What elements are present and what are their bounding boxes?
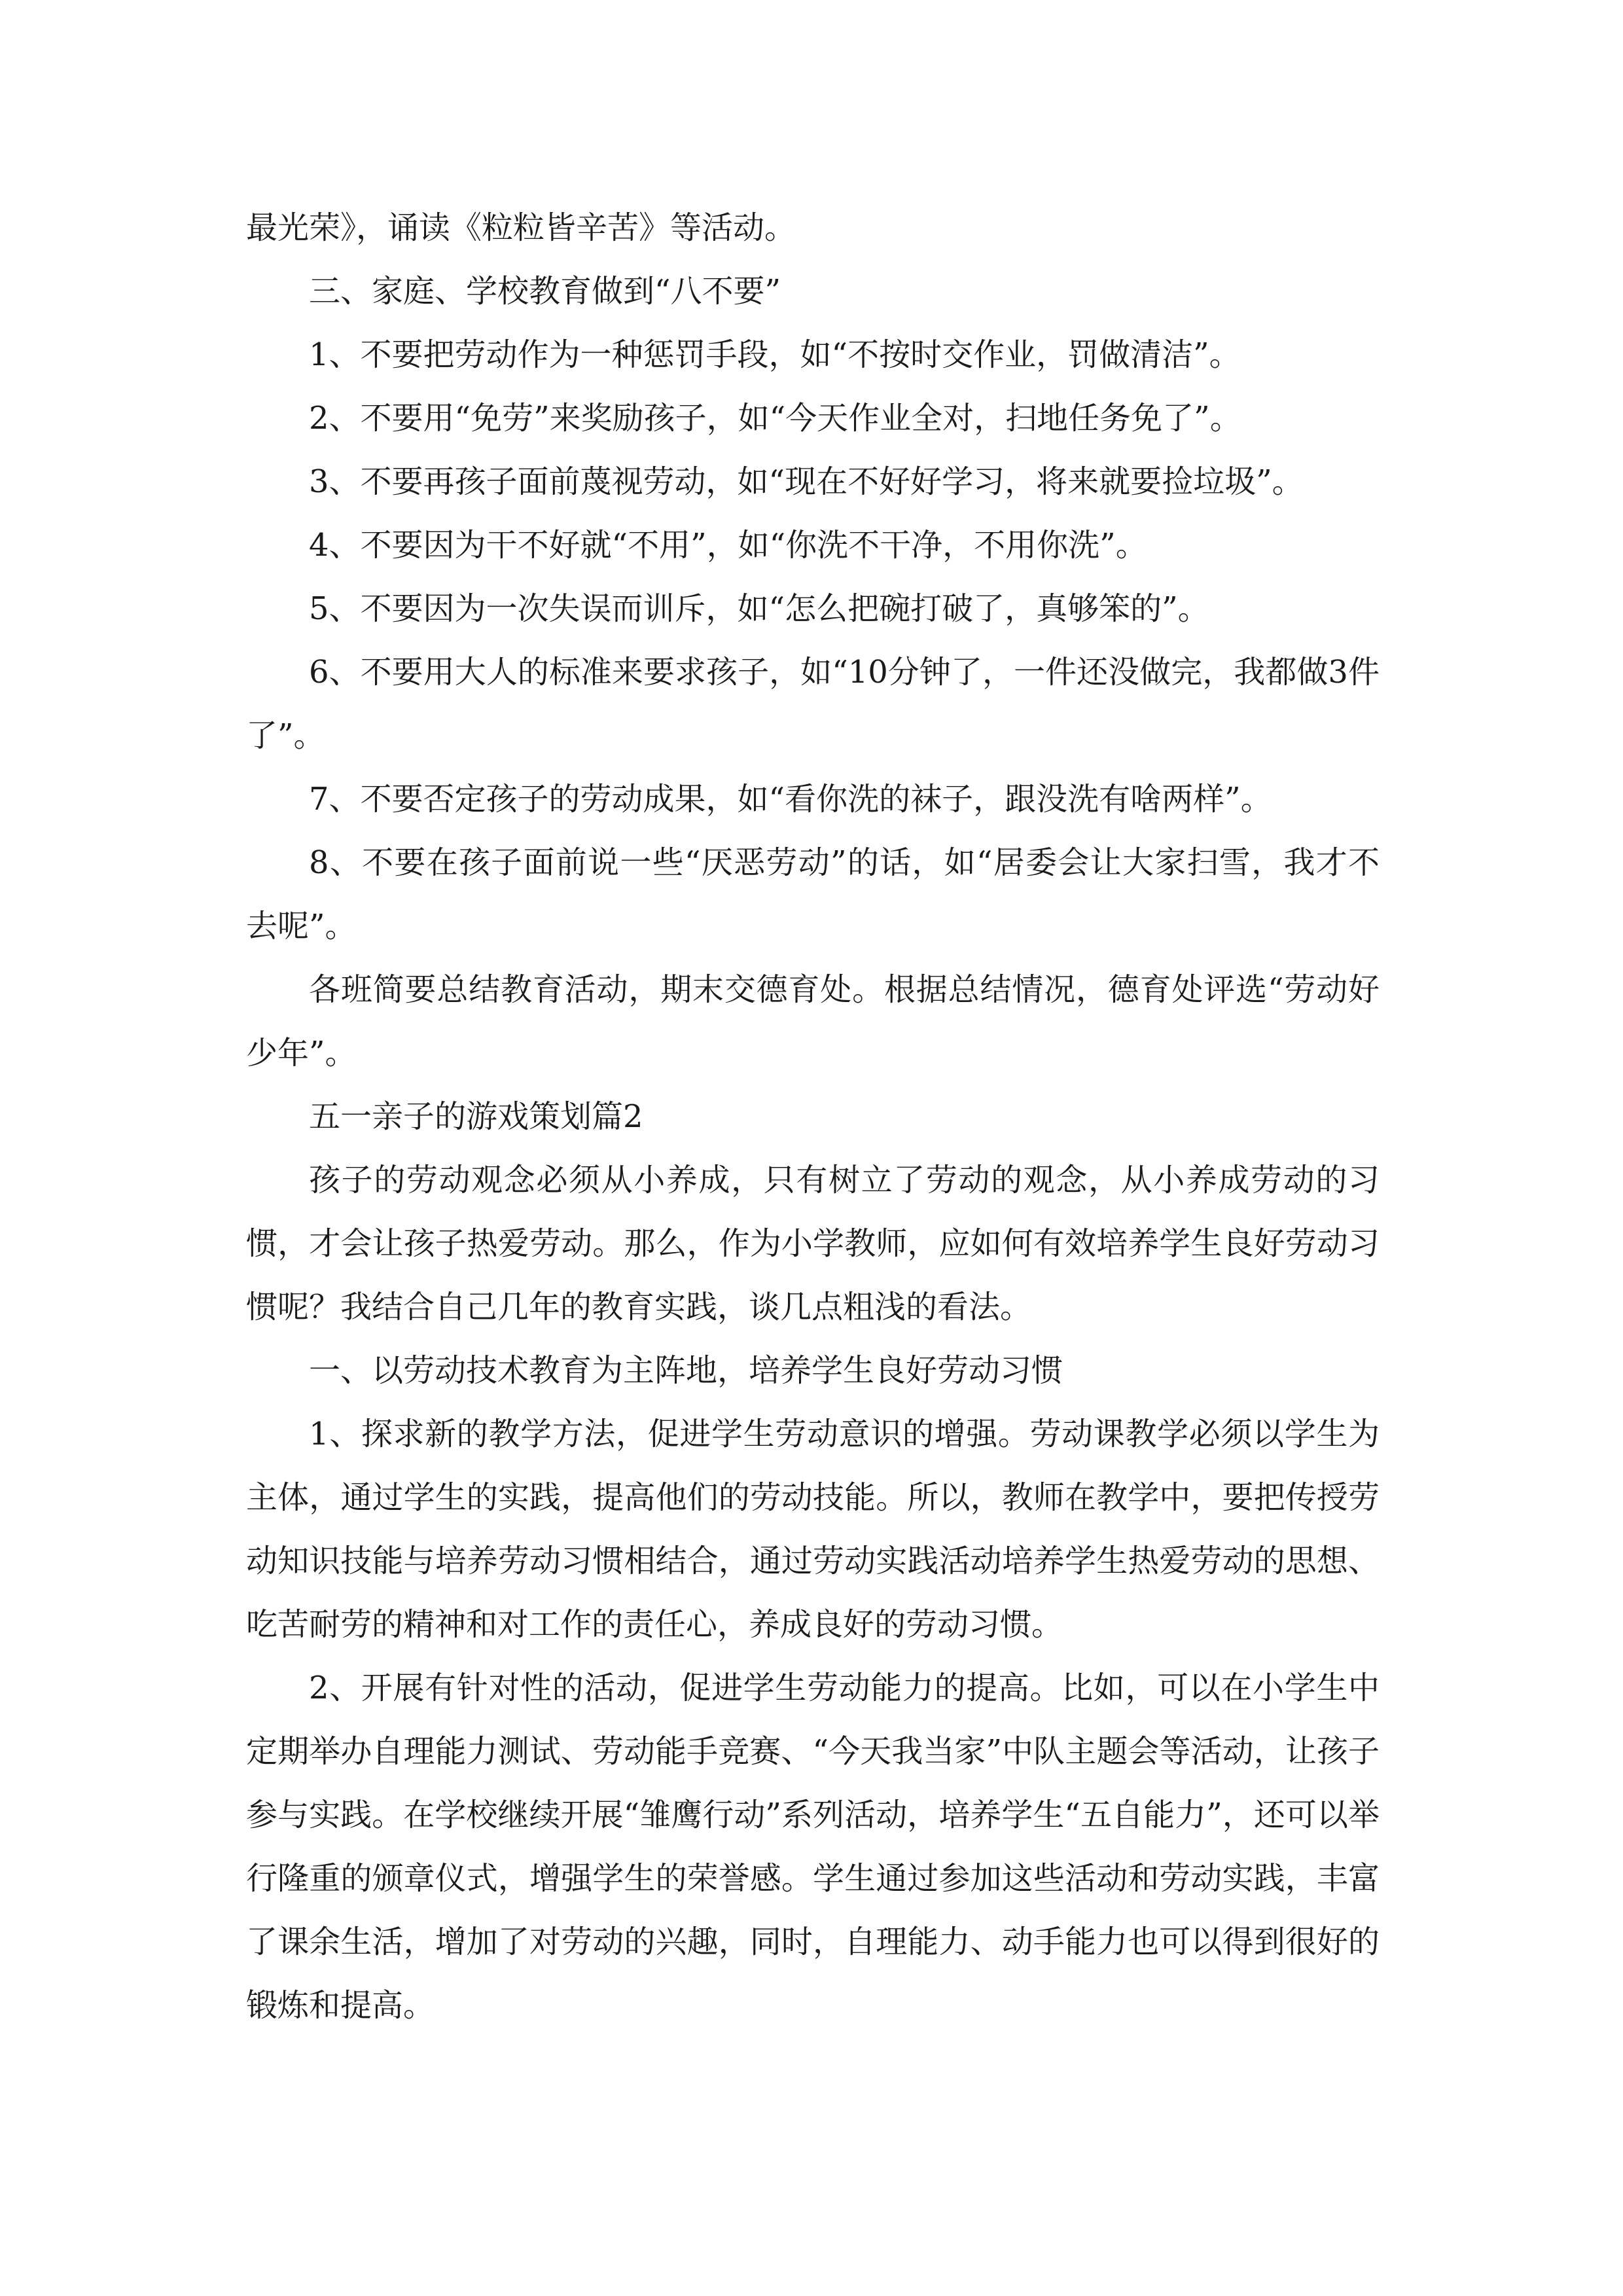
paragraph-continuation: 最光荣》，诵读《粒粒皆辛苦》等活动。 — [246, 209, 796, 246]
section-heading-eight-donts: 三、家庭、学校教育做到“八不要” — [309, 273, 781, 310]
list-item: 8、不要在孩子面前说一些“厌恶劳动”的话，如“居委会让大家扫雪，我才不去呢”。 — [246, 844, 1380, 944]
paragraph: 1、探求新的教学方法，促进学生劳动意识的增强。劳动课教学必须以学生为主体，通过学生的实践，提高他们的劳动技能。所以，教师在教学中，要把传授劳动知识技能与培养劳动习惯相结合，通过劳动实践活动培养学生热爱劳动的思想、吃苦耐劳的精神和对工作的责任心，养成良好的劳动习惯。 — [246, 1416, 1380, 1643]
list-item: 2、不要用“免劳”来奖励孩子，如“今天作业全对，扫地任务免了”。 — [309, 400, 1241, 437]
list-item: 5、不要因为一次失误而训斥，如“怎么把碗打破了，真够笨的”。 — [309, 590, 1209, 627]
list-item: 6、不要用大人的标准来要求孩子，如“10分钟了，一件还没做完，我都做3件了”。 — [246, 654, 1380, 754]
paragraph: 各班简要总结教育活动，期末交德育处。根据总结情况，德育处评选“劳动好少年”。 — [246, 971, 1380, 1071]
paragraph: 孩子的劳动观念必须从小养成，只有树立了劳动的观念，从小养成劳动的习惯，才会让孩子热爱劳动。那么，作为小学教师，应如何有效培养学生良好劳动习惯呢？我结合自己几年的教育实践，谈几点粗浅的看法。 — [246, 1162, 1380, 1325]
list-item: 1、不要把劳动作为一种惩罚手段，如“不按时交作业，罚做清洁”。 — [309, 336, 1241, 373]
list-item: 7、不要否定孩子的劳动成果，如“看你洗的袜子，跟没洗有啥两样”。 — [309, 781, 1272, 817]
section-heading: 一、以劳动技术教育为主阵地，培养学生良好劳动习惯 — [309, 1352, 1063, 1389]
document-body — [246, 196, 1380, 2037]
paragraph: 2、开展有针对性的活动，促进学生劳动能力的提高。比如，可以在小学生中定期举办自理能力测试、劳动能手竞赛、“今天我当家”中队主题会等活动，让孩子参与实践。在学校继续开展“雏鹰行动”系列活动，培养学生“五自能力”，还可以举行隆重的颁章仪式，增强学生的荣誉感。学生通过参加这些活动和劳动实践，丰富了课余生活，增加了对劳动的兴趣，同时，自理能力、动手能力也可以得到很好的锻炼和提高。 — [246, 1670, 1380, 2024]
list-item: 3、不要再孩子面前蔑视劳动，如“现在不好好学习，将来就要捡垃圾”。 — [309, 463, 1304, 500]
article-title: 五一亲子的游戏策划篇2 — [309, 1098, 643, 1135]
list-item: 4、不要因为干不好就“不用”，如“你洗不干净，不用你洗”。 — [309, 527, 1147, 564]
